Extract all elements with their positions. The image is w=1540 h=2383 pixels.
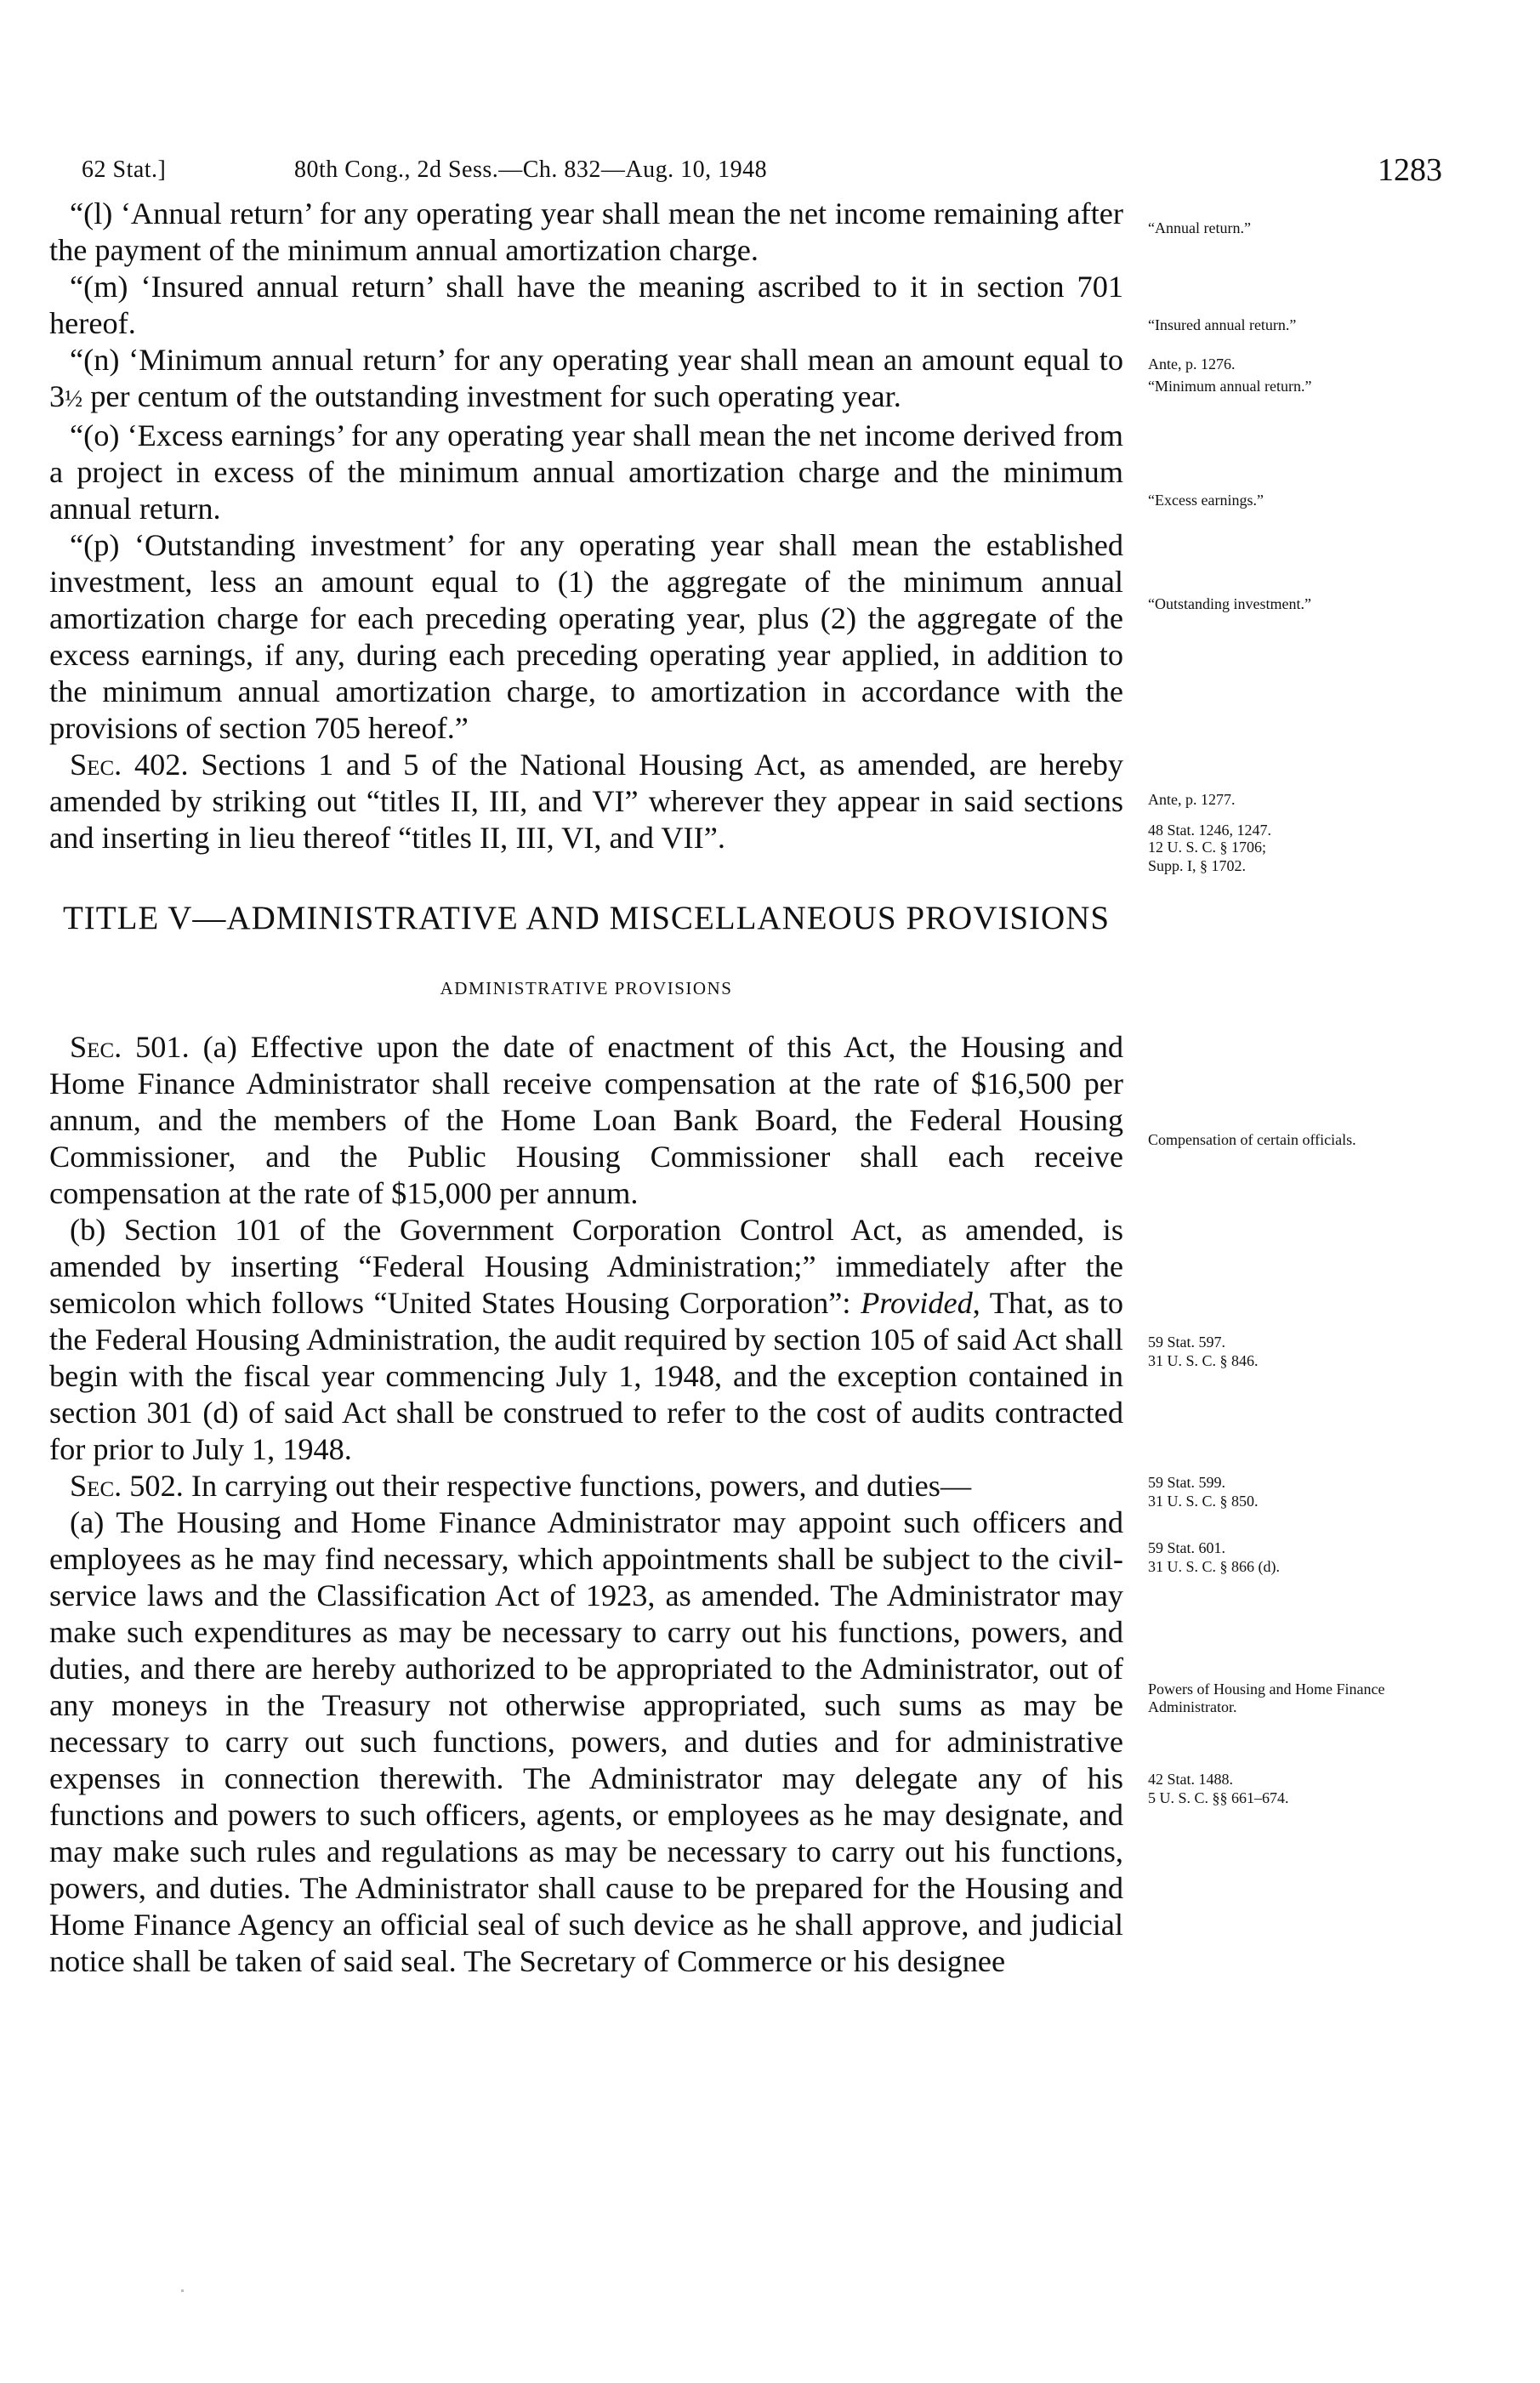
section-501-b-text: (b) Section 101 of the Government Corporation Control Act, as amended, is amended by inserting “Federal Housing Administration;” immediately after the semicolon which follows “United States Housing Corporation”: (49, 1213, 1123, 1320)
paragraph-n (49, 342, 1123, 418)
note-outstanding-investment: “Outstanding investment.” (1148, 595, 1311, 612)
section-502-intro (49, 1468, 1123, 1504)
stat-reference: 62 Stat.] (82, 156, 167, 183)
note-supp: Supp. I, § 1702. (1148, 857, 1247, 874)
note-minimum-annual-return: “Minimum annual return.” (1148, 378, 1312, 395)
note-compensation: Compensation of certain officials. (1148, 1131, 1356, 1148)
paragraph-l: “(l) ‘Annual return’ for any operating year shall mean the net income remaining after the payment of the minimum annual amortization charge. (49, 196, 1123, 267)
section-402-label: Sec. 402. (70, 748, 189, 782)
note-insured-annual-return: “Insured annual return.” (1148, 316, 1297, 333)
paragraph-o: “(o) ‘Excess earnings’ for any operating year shall mean the net income derived from a project in excess of the minimum annual amortization charge and the minimum annual return. (49, 418, 1123, 526)
note-59-stat-601: 59 Stat. 601. (1148, 1539, 1226, 1556)
body-text (49, 196, 1123, 1980)
paragraph-m: “(m) ‘Insured annual return’ shall have the meaning ascribed to it in section 701 hereof. (49, 270, 1123, 340)
administrative-provisions-heading: ADMINISTRATIVE PROVISIONS (440, 978, 733, 998)
note-ante-1277: Ante, p. 1277. (1148, 791, 1236, 808)
section-501-b-text-end: , That, as to the Federal Housing Administration, the audit required by section 105 of said Act shall begin with the fiscal year commencing July 1, 1948, and the exception contained in section 301 (d) of said Act shall be construed to refer to the cost of audits contracted for prior to July 1, 1948. (49, 1286, 1123, 1466)
section-502-intro-text: In carrying out their respective functions, powers, and duties— (183, 1469, 972, 1503)
section-502-a: (a) The Housing and Home Finance Administrator may appoint such officers and employees as he may find necessary, which appointments shall be subject to the civil-service laws and the Classification Act of 1923, as amended. The Administrator may make such expenditures as may be necessary to carry out his functions, powers, and duties, and there are hereby authorized to be appropriated to the Administrator, out of any moneys in the Treasury not otherwise appropriated, such sums as may be necessary to carry out such functions, powers, and duties and for administrative expenses in connection therewith. The Administrator may delegate any of his functions and powers to such officers, agents, or employees as he may designate, and may make such rules and regulations as may be necessary to carry out his functions, powers, and duties. The Administrator shall cause to be prepared for the Housing and Home Finance Agency an official seal of such device as he shall approve, and judicial notice shall be taken of said seal. The Secretary of Commerce or his designee (49, 1505, 1123, 1978)
title-v-heading: TITLE V—ADMINISTRATIVE AND MISCELLANEOUS PROVISIONS (62, 900, 1111, 936)
note-5-usc: 5 U. S. C. §§ 661–674. (1148, 1789, 1289, 1806)
note-48-stat: 48 Stat. 1246, 1247. (1148, 822, 1272, 839)
note-31-usc-846: 31 U. S. C. § 846. (1148, 1352, 1259, 1369)
section-402-text: Sections 1 and 5 of the National Housing Act, as amended, are hereby amended by striking out “titles II, III, and VI” wherever they appear in said sections and inserting in lieu thereof “titles II, III, VI, and VII”. (49, 748, 1123, 855)
section-402 (49, 747, 1123, 856)
note-59-stat-599: 59 Stat. 599. (1148, 1474, 1226, 1491)
paragraph-n-text-end: per centum of the outstanding investment for such operating year. (82, 379, 901, 413)
note-annual-return: “Annual return.” (1148, 219, 1251, 236)
note-31-usc-866: 31 U. S. C. § 866 (d). (1148, 1558, 1281, 1575)
scan-speck (181, 2289, 184, 2292)
page-header (82, 151, 1442, 189)
note-31-usc-850: 31 U. S. C. § 850. (1148, 1493, 1259, 1510)
paragraph-n-text: “(n) ‘Minimum annual return’ for any operating year shall mean an amount equal to 3 (49, 343, 1123, 413)
fraction-half: ½ (65, 386, 83, 412)
provided-word: Provided (861, 1286, 973, 1320)
note-ante-1276: Ante, p. 1276. (1148, 355, 1236, 373)
session-chapter-date: 80th Cong., 2d Sess.—Ch. 832—Aug. 10, 1948 (294, 156, 768, 183)
note-excess-earnings: “Excess earnings.” (1148, 492, 1264, 509)
section-501-a-text: (a) Effective upon the date of enactment of this Act, the Housing and Home Finance Administrator shall receive compensation at the rate of $16,500 per annum, and the members of the Home Loan Bank Board, the Federal Housing Commissioner, and the Public Housing Commissioner shall each receive compensation at the rate of $15,000 per annum. (49, 1030, 1123, 1210)
section-501-b (49, 1212, 1123, 1468)
section-501-a (49, 1029, 1123, 1212)
note-42-stat: 42 Stat. 1488. (1148, 1771, 1234, 1788)
section-502-label: Sec. 502. (70, 1469, 184, 1503)
page-number: 1283 (1378, 152, 1442, 188)
note-powers: Powers of Housing and Home Finance Administrator. (1148, 1681, 1385, 1715)
section-501-label: Sec. 501. (70, 1030, 190, 1064)
note-59-stat-597: 59 Stat. 597. (1148, 1334, 1226, 1351)
paragraph-p: “(p) ‘Outstanding investment’ for any operating year shall mean the established investment, less an amount equal to (1) the aggregate of the minimum annual amortization charge for each preceding operating year, plus (2) the aggregate of the excess earnings, if any, during each preceding operating year applied, in addition to the minimum annual amortization charge, to amortization in accordance with the provisions of section 705 hereof.” (49, 528, 1123, 745)
note-12-usc: 12 U. S. C. § 1706; (1148, 839, 1267, 856)
